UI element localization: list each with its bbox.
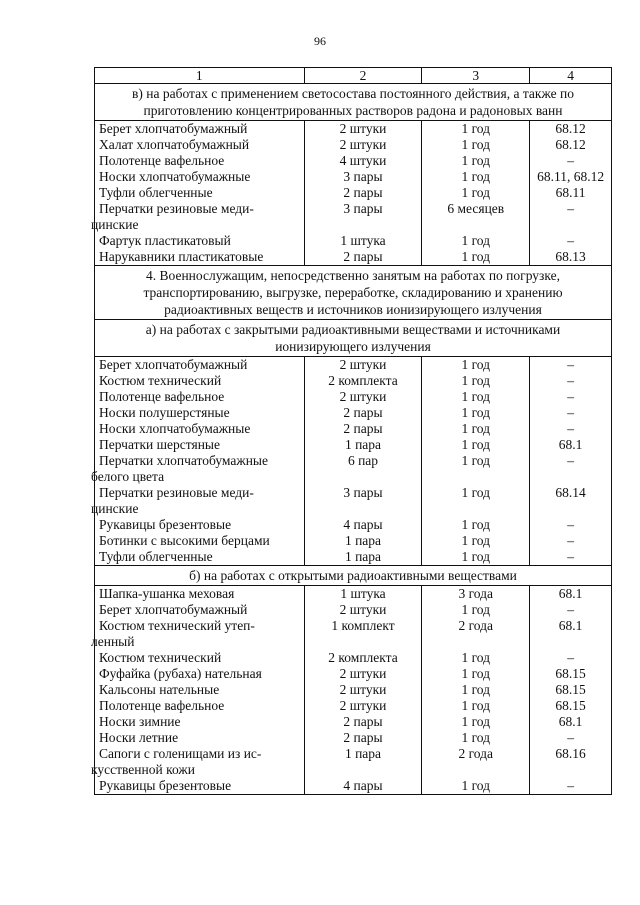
item-quantity: 2 штуки [304, 602, 422, 618]
table-row [95, 137, 612, 153]
item-name [95, 517, 305, 533]
item-name [95, 533, 305, 549]
item-name-line: Берет хлопчатобумажный [99, 357, 248, 372]
item-name [95, 698, 305, 714]
table-row [95, 549, 612, 566]
item-quantity: 3 пары [304, 485, 422, 517]
item-quantity: 2 штуки [304, 357, 422, 374]
item-note-ref: 68.15 [530, 698, 612, 714]
item-note-ref: – [530, 201, 612, 233]
item-name [95, 730, 305, 746]
item-note-ref: 68.12 [530, 121, 612, 138]
item-quantity: 2 пары [304, 421, 422, 437]
table-row [95, 746, 612, 778]
item-note-ref: – [530, 650, 612, 666]
item-note-ref: – [530, 517, 612, 533]
item-note-ref: – [530, 153, 612, 169]
item-quantity: 1 пара [304, 437, 422, 453]
item-wear-term: 1 год [422, 185, 530, 201]
item-note-ref: 68.1 [530, 437, 612, 453]
item-quantity: 6 пар [304, 453, 422, 485]
table-row [95, 233, 612, 249]
table-row [95, 405, 612, 421]
table-row [95, 682, 612, 698]
table-row [95, 714, 612, 730]
item-wear-term: 1 год [422, 517, 530, 533]
item-quantity: 4 штуки [304, 153, 422, 169]
item-wear-term: 2 года [422, 746, 530, 778]
item-wear-term: 1 год [422, 549, 530, 566]
item-wear-term: 1 год [422, 730, 530, 746]
item-wear-term: 1 год [422, 778, 530, 795]
item-note-ref: – [530, 389, 612, 405]
item-note-ref: 68.15 [530, 682, 612, 698]
item-note-ref: – [530, 421, 612, 437]
item-wear-term: 1 год [422, 698, 530, 714]
item-name-line: Носки хлопчатобумажные [99, 421, 251, 436]
item-name [95, 650, 305, 666]
item-name [95, 121, 305, 138]
item-note-ref: 68.1 [530, 618, 612, 650]
item-name [95, 682, 305, 698]
item-quantity: 4 пары [304, 778, 422, 795]
item-name-line: Берет хлопчатобумажный [99, 602, 248, 617]
item-name [95, 405, 305, 421]
item-name-line: Перчатки резиновые меди- [99, 485, 254, 500]
item-note-ref: 68.11 [530, 185, 612, 201]
page-number: 96 [314, 34, 326, 48]
item-note-ref: – [530, 373, 612, 389]
table-row [95, 485, 612, 517]
table-row [95, 453, 612, 485]
item-name-line: Костюм технический утеп- [99, 618, 255, 633]
section-heading: 4. Военнослужащим, непосредственно занятым на работах по погрузке, транспортированию, выгрузке, переработке, складированию и хранению радиоактивных веществ и источников ионизирующего излучения [95, 266, 612, 320]
item-note-ref: 68.16 [530, 746, 612, 778]
item-note-ref: – [530, 549, 612, 566]
item-note-ref: – [530, 357, 612, 374]
item-note-ref: 68.11, 68.12 [530, 169, 612, 185]
item-name-line: Нарукавники пластикатовые [99, 249, 264, 264]
item-wear-term: 2 года [422, 618, 530, 650]
item-name-line: белого цвета [91, 469, 165, 484]
table-row [95, 533, 612, 549]
column-number-2: 2 [304, 68, 422, 84]
item-quantity: 2 штуки [304, 682, 422, 698]
item-name [91, 746, 305, 778]
item-name-line: Перчатки шерстяные [99, 437, 220, 452]
item-quantity: 1 комплект [304, 618, 422, 650]
column-number-1: 1 [95, 68, 305, 84]
column-number-3: 3 [422, 68, 530, 84]
item-name-line: Сапоги с голенищами из ис- [99, 746, 262, 761]
item-note-ref: – [530, 533, 612, 549]
table-row [95, 730, 612, 746]
section-heading-row [95, 266, 612, 320]
item-name-line: Перчатки резиновые меди- [99, 201, 254, 216]
section-heading: б) на работах с открытыми радиоактивными веществами [95, 566, 612, 586]
item-name [95, 778, 305, 795]
item-note-ref: – [530, 453, 612, 485]
item-quantity: 1 штука [304, 586, 422, 603]
table-row [95, 169, 612, 185]
item-note-ref: 68.13 [530, 249, 612, 266]
section-heading-row [95, 84, 612, 121]
item-name [95, 357, 305, 374]
item-name-line: Полотенце вафельное [99, 153, 225, 168]
item-wear-term: 1 год [422, 453, 530, 485]
item-name-line: Фуфайка (рубаха) нательная [99, 666, 262, 681]
item-wear-term: 1 год [422, 421, 530, 437]
item-name [95, 185, 305, 201]
table-row [95, 650, 612, 666]
item-wear-term: 1 год [422, 373, 530, 389]
item-wear-term: 1 год [422, 714, 530, 730]
item-name [95, 586, 305, 603]
item-quantity: 2 штуки [304, 389, 422, 405]
table-row [95, 778, 612, 795]
table-row [95, 602, 612, 618]
item-name-line: Фартук пластикатовый [99, 233, 231, 248]
item-name-line: ленный [91, 634, 135, 649]
item-name-line: Полотенце вафельное [99, 389, 225, 404]
item-quantity: 1 штука [304, 233, 422, 249]
item-name [95, 421, 305, 437]
item-name [95, 549, 305, 566]
item-wear-term: 1 год [422, 437, 530, 453]
item-name-line: Туфли облегченные [99, 549, 213, 564]
item-name [91, 453, 305, 485]
item-quantity: 2 пары [304, 714, 422, 730]
item-quantity: 2 комплекта [304, 373, 422, 389]
item-name-line: Перчатки хлопчатобумажные [99, 453, 268, 468]
table-row [95, 185, 612, 201]
item-note-ref: 68.12 [530, 137, 612, 153]
item-name-line: Кальсоны нательные [99, 682, 220, 697]
item-name [95, 602, 305, 618]
item-wear-term: 1 год [422, 650, 530, 666]
item-name [95, 373, 305, 389]
item-name [95, 437, 305, 453]
item-note-ref: – [530, 602, 612, 618]
column-number-4: 4 [530, 68, 612, 84]
item-name-line: Носки летние [99, 730, 179, 745]
table-row [95, 389, 612, 405]
item-name [95, 153, 305, 169]
item-name-line: Полотенце вафельное [99, 698, 225, 713]
item-quantity: 1 пара [304, 746, 422, 778]
item-quantity: 1 пара [304, 549, 422, 566]
item-quantity: 2 пары [304, 405, 422, 421]
item-name [91, 201, 305, 233]
table-row [95, 517, 612, 533]
item-wear-term: 1 год [422, 233, 530, 249]
item-wear-term: 1 год [422, 389, 530, 405]
item-quantity: 2 штуки [304, 121, 422, 138]
table-row [95, 437, 612, 453]
item-name [95, 169, 305, 185]
table-row [95, 698, 612, 714]
item-name-line: Костюм технический [99, 373, 222, 388]
item-note-ref: – [530, 778, 612, 795]
item-wear-term: 1 год [422, 137, 530, 153]
item-name-line: Носки зимние [99, 714, 181, 729]
table-row [95, 249, 612, 266]
item-wear-term: 1 год [422, 602, 530, 618]
item-wear-term: 1 год [422, 682, 530, 698]
item-name [95, 666, 305, 682]
item-wear-term: 1 год [422, 153, 530, 169]
clothing-norms-table [91, 67, 612, 795]
table-row [95, 421, 612, 437]
item-name-line: Костюм технический [99, 650, 222, 665]
item-note-ref: 68.15 [530, 666, 612, 682]
item-name [95, 233, 305, 249]
item-wear-term: 1 год [422, 533, 530, 549]
item-quantity: 3 пары [304, 201, 422, 233]
item-name-line: Халат хлопчатобумажный [99, 137, 250, 152]
table-row [95, 201, 612, 233]
item-wear-term: 3 года [422, 586, 530, 603]
item-wear-term: 1 год [422, 169, 530, 185]
item-name-line: Рукавицы брезентовые [99, 778, 232, 793]
item-note-ref: – [530, 730, 612, 746]
item-wear-term: 1 год [422, 405, 530, 421]
item-name-line: Рукавицы брезентовые [99, 517, 232, 532]
item-name-line: Носки хлопчатобумажные [99, 169, 251, 184]
table-row [95, 586, 612, 603]
item-name [95, 389, 305, 405]
item-quantity: 3 пары [304, 169, 422, 185]
item-name [95, 714, 305, 730]
table-header-row [95, 68, 612, 84]
section-heading: а) на работах с закрытыми радиоактивными веществами и источниками ионизирующего излучения [95, 320, 612, 357]
item-quantity: 2 пары [304, 185, 422, 201]
item-note-ref: 68.1 [530, 586, 612, 603]
item-name [95, 249, 305, 266]
section-heading-row [95, 566, 612, 586]
item-name-line: цинские [91, 501, 139, 516]
item-quantity: 2 штуки [304, 137, 422, 153]
item-wear-term: 1 год [422, 249, 530, 266]
table-row [95, 666, 612, 682]
item-wear-term: 1 год [422, 666, 530, 682]
item-name-line: Шапка-ушанка меховая [99, 586, 235, 601]
item-quantity: 4 пары [304, 517, 422, 533]
item-name [91, 485, 305, 517]
item-quantity: 2 комплекта [304, 650, 422, 666]
item-wear-term: 1 год [422, 485, 530, 517]
table-row [95, 618, 612, 650]
item-name-line: Носки полушерстяные [99, 405, 230, 420]
item-note-ref: 68.14 [530, 485, 612, 517]
section-heading-row [95, 320, 612, 357]
item-note-ref: – [530, 233, 612, 249]
item-quantity: 2 пары [304, 249, 422, 266]
item-note-ref: 68.1 [530, 714, 612, 730]
item-wear-term: 1 год [422, 121, 530, 138]
table-row [95, 357, 612, 374]
table-row [95, 373, 612, 389]
item-note-ref: – [530, 405, 612, 421]
table-row [95, 121, 612, 138]
item-quantity: 1 пара [304, 533, 422, 549]
item-name-line: Туфли облегченные [99, 185, 213, 200]
item-name-line: цинские [91, 217, 139, 232]
item-wear-term: 1 год [422, 357, 530, 374]
item-name-line: Берет хлопчатобумажный [99, 121, 248, 136]
item-name [91, 618, 305, 650]
table-row [95, 153, 612, 169]
item-quantity: 2 штуки [304, 666, 422, 682]
item-quantity: 2 штуки [304, 698, 422, 714]
item-name-line: кусственной кожи [91, 762, 195, 777]
item-name [95, 137, 305, 153]
item-quantity: 2 пары [304, 730, 422, 746]
item-wear-term: 6 месяцев [422, 201, 530, 233]
item-name-line: Ботинки с высокими берцами [99, 533, 270, 548]
section-heading: в) на работах с применением светосостава постоянного действия, а также по приготовлению концентрированных растворов радона и радоновых ванн [95, 84, 612, 121]
